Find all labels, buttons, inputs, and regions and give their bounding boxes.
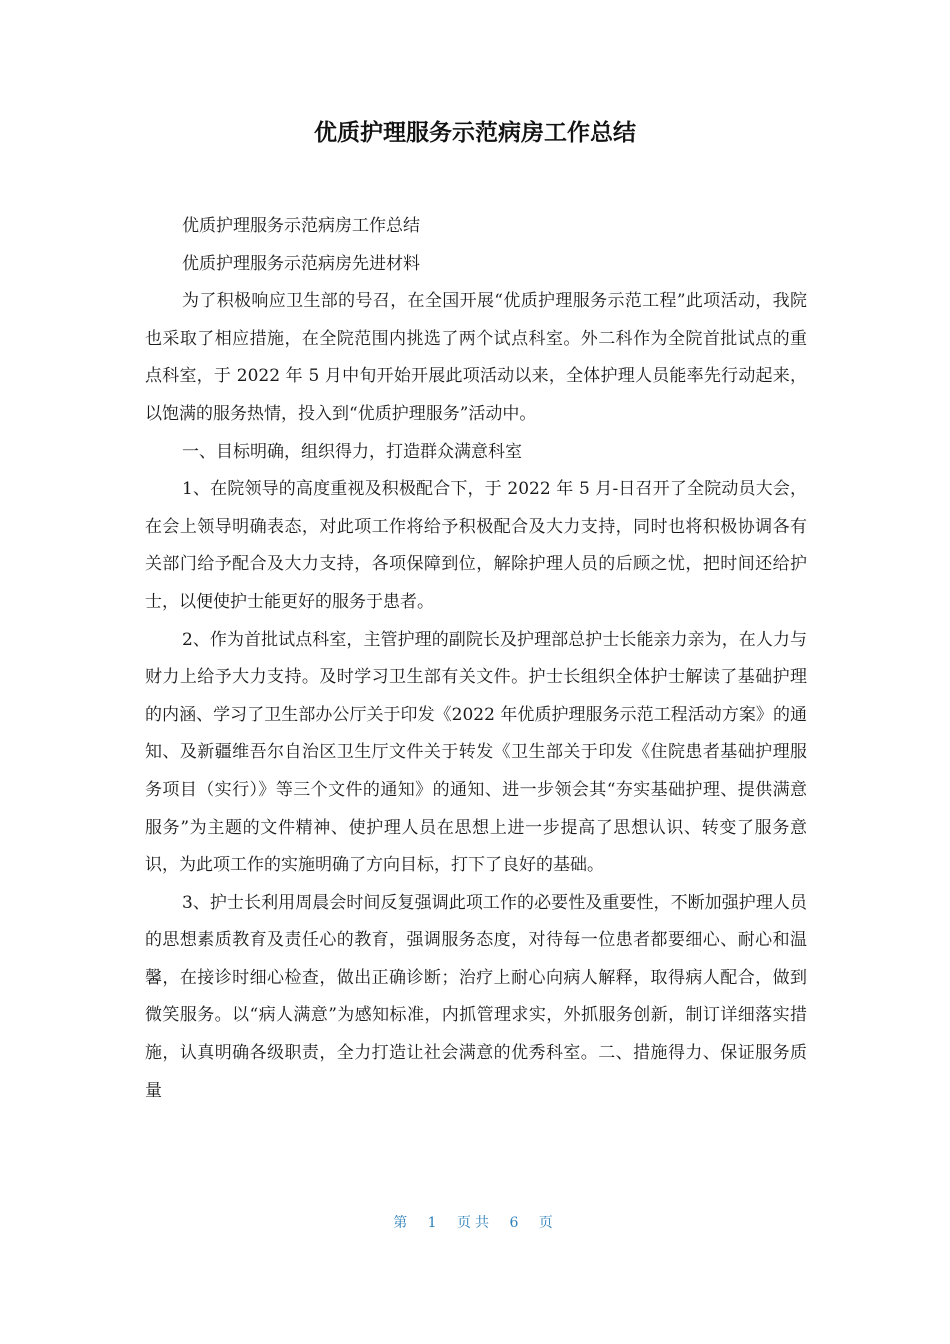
paragraph: 优质护理服务示范病房先进材料 xyxy=(182,253,420,274)
paragraph: 1、在院领导的高度重视及积极配合下，于 2022 年 5 月-日召开了全院动员大会，在会上领导明确表态，对此项工作将给予积极配合及大力支持，同时也将积极协调各有关部门给予配合及大力支持，各项保障到位，解除护理人员的后顾之忧，把时间还给护士，以便使护士能更好的服务于患者。 xyxy=(145,479,807,612)
paragraph: 2、作为首批试点科室，主管护理的副院长及护理部总护士长能亲力亲为，在人力与财力上给予大力支持。及时学习卫生部有关文件。护士长组织全体护士解读了基础护理的内涵、学习了卫生部办公厅关于印发《2022 年优质护理服务示范工程活动方案》的通知、及新疆维吾尔自治区卫生厅文件关于转发《卫生部关于印发《住院患者基础护理服务项目（实行）》等三个文件的通知》的通知、进一步领会其“夯实基础护理、提供满意服务”为主题的文件精神、使护理人员在思想上进一步提高了思想认识、转变了服务意识，为此项工作的实施明确了方向目标，打下了良好的基础。 xyxy=(145,629,807,876)
page-number: 第 1 页共 6 页 xyxy=(393,1215,557,1231)
document-title: 优质护理服务示范病房工作总结 xyxy=(314,120,636,146)
paragraph: 为了积极响应卫生部的号召，在全国开展“优质护理服务示范工程”此项活动，我院也采取了相应措施，在全院范围内挑选了两个试点科室。外二科作为全院首批试点的重点科室，于 2022 年 5 月中旬开始开展此项活动以来，全体护理人员能率先行动起来，以饱满的服务热情，投入到“优质护理服务”活动中。 xyxy=(145,291,807,424)
section-heading: 一、目标明确，组织得力，打造群众满意科室 xyxy=(182,441,522,462)
document-body xyxy=(145,208,807,1110)
paragraph: 优质护理服务示范病房工作总结 xyxy=(182,216,420,236)
paragraph: 3、护士长利用周晨会时间反复强调此项工作的必要性及重要性，不断加强护理人员的思想素质教育及责任心的教育，强调服务态度，对待每一位患者都要细心、耐心和温馨，在接诊时细心检查，做出正确诊断；治疗上耐心向病人解释，取得病人配合，做到微笑服务。以“病人满意”为感知标准，内抓管理求实，外抓服务创新，制订详细落实措施，认真明确各级职责，全力打造让社会满意的优秀科室。二、措施得力、保证服务质量 xyxy=(145,892,807,1101)
